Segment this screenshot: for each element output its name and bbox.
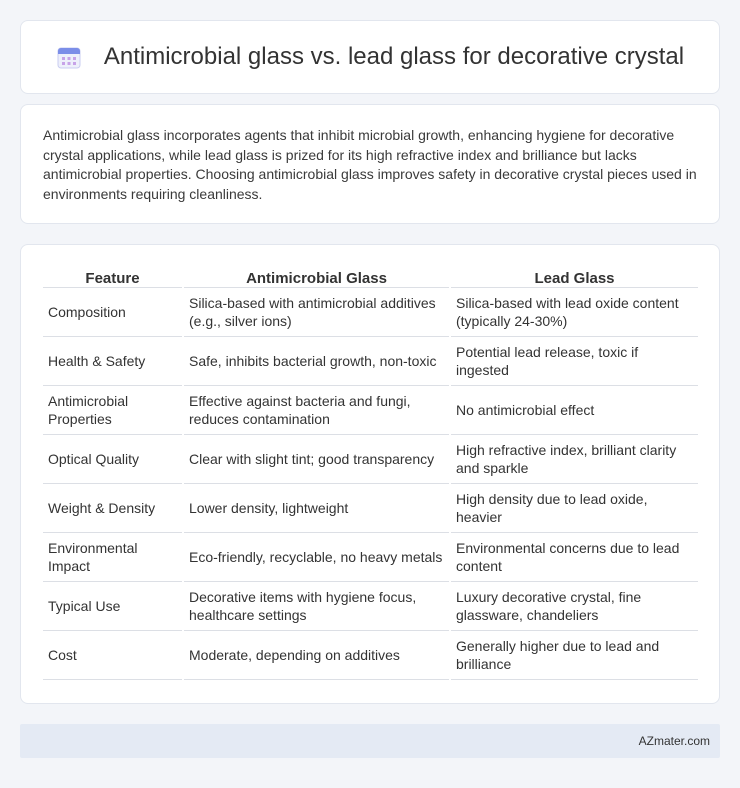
header-feature: Feature <box>43 267 182 288</box>
lead-glass-cell: No antimicrobial effect <box>451 386 698 435</box>
table-header-row <box>43 267 698 288</box>
table-row <box>43 533 698 582</box>
lead-glass-cell: Generally higher due to lead and brilliance <box>451 631 698 680</box>
feature-cell: Antimicrobial Properties <box>43 386 182 435</box>
calendar-icon <box>56 44 82 70</box>
lead-glass-cell: Environmental concerns due to lead content <box>451 533 698 582</box>
feature-cell: Composition <box>43 288 182 337</box>
footer <box>20 724 720 758</box>
lead-glass-cell: High density due to lead oxide, heavier <box>451 484 698 533</box>
feature-cell: Environmental Impact <box>43 533 182 582</box>
comparison-table-card <box>20 244 720 704</box>
feature-cell: Typical Use <box>43 582 182 631</box>
antimicrobial-glass-cell: Eco-friendly, recyclable, no heavy metals <box>184 533 449 582</box>
antimicrobial-glass-cell: Silica-based with antimicrobial additives (e.g., silver ions) <box>184 288 449 337</box>
lead-glass-cell: Potential lead release, toxic if ingested <box>451 337 698 386</box>
antimicrobial-glass-cell: Clear with slight tint; good transparency <box>184 435 449 484</box>
feature-cell: Cost <box>43 631 182 680</box>
table-row <box>43 484 698 533</box>
intro-card <box>20 104 720 224</box>
table-row <box>43 631 698 680</box>
table-row <box>43 337 698 386</box>
lead-glass-cell: Silica-based with lead oxide content (typically 24-30%) <box>451 288 698 337</box>
table-row <box>43 435 698 484</box>
comparison-table <box>41 267 700 680</box>
feature-cell: Optical Quality <box>43 435 182 484</box>
antimicrobial-glass-cell: Effective against bacteria and fungi, reduces contamination <box>184 386 449 435</box>
antimicrobial-glass-cell: Safe, inhibits bacterial growth, non-toxic <box>184 337 449 386</box>
lead-glass-cell: High refractive index, brilliant clarity and sparkle <box>451 435 698 484</box>
intro-paragraph: Antimicrobial glass incorporates agents that inhibit microbial growth, enhancing hygiene for decorative crystal applications, while lead glass is prized for its high refractive index and brilliance but lacks antimicrobial properties. Choosing antimicrobial glass improves safety in decorative crystal pieces used in environments requiring cleanliness. <box>43 127 697 202</box>
feature-cell: Health & Safety <box>43 337 182 386</box>
header-antimicrobial-glass: Antimicrobial Glass <box>184 267 449 288</box>
table-row <box>43 582 698 631</box>
page-title: Antimicrobial glass vs. lead glass for decorative crystal <box>103 43 685 70</box>
table-row <box>43 386 698 435</box>
footer-brand: AZmater.com <box>638 734 710 748</box>
feature-cell: Weight & Density <box>43 484 182 533</box>
antimicrobial-glass-cell: Lower density, lightweight <box>184 484 449 533</box>
table-row <box>43 288 698 337</box>
antimicrobial-glass-cell: Moderate, depending on additives <box>184 631 449 680</box>
title-card <box>20 20 720 94</box>
lead-glass-cell: Luxury decorative crystal, fine glassware, chandeliers <box>451 582 698 631</box>
header-lead-glass: Lead Glass <box>451 267 698 288</box>
antimicrobial-glass-cell: Decorative items with hygiene focus, healthcare settings <box>184 582 449 631</box>
